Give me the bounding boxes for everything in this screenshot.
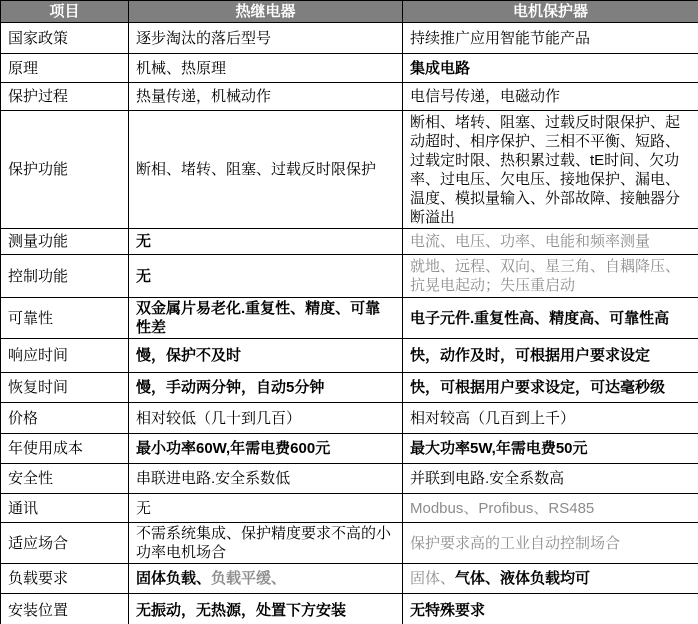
header-row	[1, 1, 698, 23]
protector-cell	[403, 594, 698, 624]
cell-text-segment: 无	[136, 267, 152, 285]
cell-text-segment: 相对较高（几百到上千）	[410, 409, 576, 427]
table-row	[1, 464, 698, 494]
cell-text-segment: 并联到电路.安全系数高	[410, 470, 565, 487]
cell-text-segment: 无	[136, 233, 152, 250]
table-row	[1, 373, 698, 403]
cell-text-segment: 负载平缓、	[211, 570, 287, 587]
protector-cell	[403, 523, 698, 564]
row-item-label: 国家政策	[1, 23, 129, 54]
row-item-label: 适应场合	[1, 523, 129, 564]
relay-cell	[129, 111, 403, 229]
row-item-label: 控制功能	[1, 255, 129, 298]
protector-cell	[403, 298, 698, 339]
table-row	[1, 298, 698, 339]
row-item-label: 安全性	[1, 464, 129, 494]
cell-text-segment: 热量传递，机械动作	[136, 88, 272, 105]
protector-cell	[403, 339, 698, 373]
protector-cell	[403, 403, 698, 434]
table-row	[1, 111, 698, 229]
cell-text-segment: 固体、	[410, 570, 456, 587]
protector-cell	[403, 83, 698, 111]
table-body	[1, 23, 698, 624]
row-item-label: 恢复时间	[1, 373, 129, 403]
protector-cell	[403, 434, 698, 464]
header-item: 项目	[1, 1, 129, 23]
relay-cell	[129, 255, 403, 298]
cell-text-segment: 最小功率60W,年需电费600元	[136, 440, 331, 457]
relay-cell	[129, 229, 403, 255]
table-row	[1, 339, 698, 373]
protector-cell	[403, 23, 698, 54]
cell-text-segment: 不需系统集成、保护精度要求不高的小功率电机场合	[136, 525, 392, 561]
relay-cell	[129, 83, 403, 111]
cell-text-segment: 电流、电压、功率、电能和频率测量	[410, 233, 651, 250]
cell-text-segment: 快，可根据用户要求设定，可达毫秒级	[410, 379, 666, 396]
relay-cell	[129, 494, 403, 523]
relay-cell	[129, 564, 403, 594]
relay-cell	[129, 373, 403, 403]
cell-text-segment: 无	[136, 499, 152, 517]
protector-cell	[403, 54, 698, 83]
cell-text-segment: 最大功率5W,年需电费50元	[410, 440, 588, 457]
cell-text-segment: 无特殊要求	[410, 602, 486, 619]
relay-cell	[129, 23, 403, 54]
cell-text-segment: Modbus、Profibus、RS485	[410, 499, 595, 517]
table-row	[1, 594, 698, 624]
relay-cell	[129, 403, 403, 434]
cell-text-segment: 快，动作及时，可根据用户要求设定	[410, 347, 651, 364]
table-row	[1, 23, 698, 54]
table-row	[1, 434, 698, 464]
table-row	[1, 494, 698, 523]
row-item-label: 安装位置	[1, 594, 129, 624]
cell-text-segment: 电子元件.重复性高、精度高、可靠性高	[410, 309, 670, 327]
cell-text-segment: 串联进电路.安全系数低	[136, 470, 291, 487]
row-item-label: 负载要求	[1, 564, 129, 594]
table-row	[1, 564, 698, 594]
relay-cell	[129, 339, 403, 373]
protector-cell	[403, 564, 698, 594]
protector-cell	[403, 464, 698, 494]
protector-cell	[403, 373, 698, 403]
relay-cell	[129, 54, 403, 83]
cell-text-segment: 保护要求高的工业自动控制场合	[410, 534, 621, 552]
cell-text-segment: 持续推广应用智能节能产品	[410, 29, 591, 47]
cell-text-segment: 逐步淘汰的落后型号	[136, 29, 272, 47]
table-row	[1, 523, 698, 564]
relay-cell	[129, 464, 403, 494]
cell-text-segment: 相对较低（几十到几百）	[136, 409, 302, 427]
cell-text-segment: 双金属片易老化.重复性、精度、可靠性差	[136, 300, 381, 336]
cell-text-segment: 无振动，无热源，处置下方安装	[136, 602, 347, 619]
row-item-label: 原理	[1, 54, 129, 83]
protector-cell	[403, 111, 698, 229]
table-row	[1, 229, 698, 255]
cell-text-segment: 机械、热原理	[136, 59, 227, 77]
cell-text-segment: 断相、堵转、阻塞、过载反时限保护	[136, 161, 377, 178]
cell-text-segment: 慢，手动两分钟，自动5分钟	[136, 379, 325, 396]
table-row	[1, 54, 698, 83]
cell-text-segment: 集成电路	[410, 59, 471, 77]
row-item-label: 保护功能	[1, 111, 129, 229]
relay-cell	[129, 298, 403, 339]
cell-text-segment: 气体、液体负载均可	[455, 570, 591, 587]
protector-cell	[403, 229, 698, 255]
relay-cell	[129, 434, 403, 464]
table-row	[1, 403, 698, 434]
row-item-label: 可靠性	[1, 298, 129, 339]
cell-text-segment: 电信号传递，电磁动作	[410, 88, 561, 105]
relay-cell	[129, 594, 403, 624]
cell-text-segment: 断相、堵转、阻塞、过载反时限保护、起动超时、相序保护、三相不平衡、短路、过载定时限、热积累过载、tE时间、欠功率、过电压、欠电压、接地保护、漏电、温度、模拟量输入、外部故障、接触器分断溢出	[410, 113, 681, 226]
row-item-label: 通讯	[1, 494, 129, 523]
protector-cell	[403, 494, 698, 523]
row-item-label: 年使用成本	[1, 434, 129, 464]
table-row	[1, 255, 698, 298]
header-protector: 电机保护器	[403, 1, 698, 23]
row-item-label: 响应时间	[1, 339, 129, 373]
table-row	[1, 83, 698, 111]
protector-cell	[403, 255, 698, 298]
cell-text-segment: 就地、远程、双向、星三角、自耦降压、抗晃电起动；失压重启动	[410, 258, 681, 294]
header-relay: 热继电器	[129, 1, 403, 23]
row-item-label: 保护过程	[1, 83, 129, 111]
row-item-label: 价格	[1, 403, 129, 434]
row-item-label: 测量功能	[1, 229, 129, 255]
cell-text-segment: 固体负载、	[136, 570, 212, 587]
relay-cell	[129, 523, 403, 564]
cell-text-segment: 慢，保护不及时	[136, 347, 242, 364]
